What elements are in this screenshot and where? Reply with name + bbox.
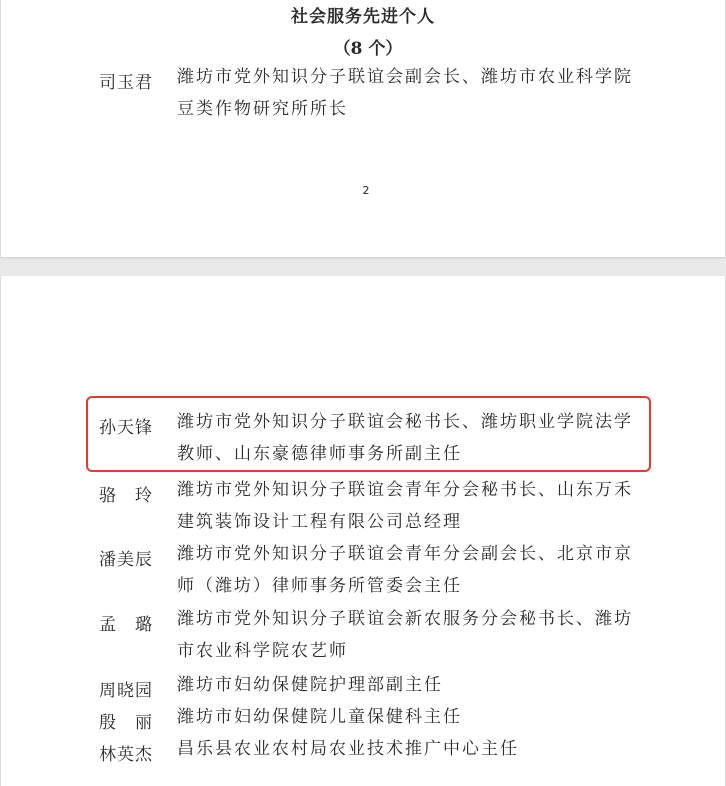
person-name: 骆 玲 (99, 486, 153, 506)
person-name: 周晓园 (99, 681, 153, 701)
section-count: （8 个） (333, 39, 403, 59)
person-description: 潍坊市党外知识分子联谊会青年分会秘书长、山东万禾建筑装饰设计工程有限公司总经理 (177, 480, 633, 532)
page-number: 2 (362, 184, 370, 197)
person-description: 潍坊市党外知识分子联谊会副会长、潍坊市农业科学院豆类作物研究所所长 (177, 67, 633, 119)
document-page-2 (0, 276, 726, 786)
person-description: 潍坊市党外知识分子联谊会秘书长、潍坊职业学院法学教师、山东豪德律师事务所副主任 (177, 412, 633, 464)
person-description: 潍坊市妇幼保健院护理部副主任 (177, 675, 443, 695)
person-name: 孙天锋 (99, 418, 153, 438)
person-name: 殷 丽 (99, 713, 153, 733)
highlight-box (86, 396, 651, 472)
person-description: 潍坊市妇幼保健院儿童保健科主任 (177, 707, 462, 727)
person-name: 林英杰 (99, 745, 153, 765)
person-name: 孟 璐 (99, 615, 153, 635)
person-name: 司玉君 (99, 73, 153, 93)
person-description: 昌乐县农业农村局农业技术推广中心主任 (177, 739, 519, 759)
person-description: 潍坊市党外知识分子联谊会新农服务分会秘书长、潍坊市农业科学院农艺师 (177, 609, 633, 661)
person-description: 潍坊市党外知识分子联谊会青年分会副会长、北京市京师（潍坊）律师事务所管委会主任 (177, 544, 633, 596)
person-name: 潘美辰 (99, 550, 153, 570)
document-page-1 (0, 0, 726, 257)
section-title: 社会服务先进个人 (291, 7, 435, 27)
